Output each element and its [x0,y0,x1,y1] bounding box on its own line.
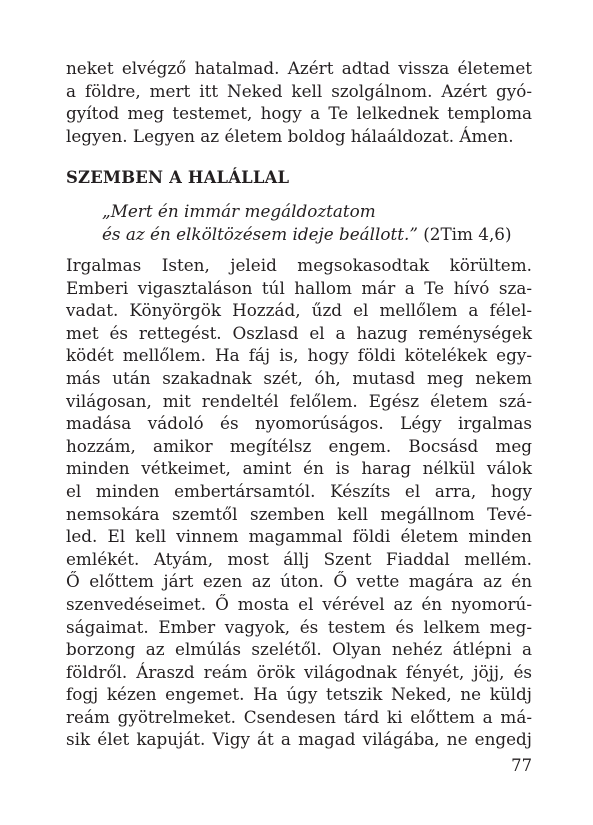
section-heading: SZEMBEN A HALÁLLAL [66,168,290,187]
text-line: más után szakadnak szét, óh, mutasd meg nekem [66,367,532,388]
quote-line: és az én elköltözésem ideje beállott.” [102,223,418,244]
text-line: ságaimat. Ember vagyok, és testem és lelkem meg- [66,616,532,637]
scripture-quote [102,200,512,245]
text-line: ködét mellőlem. Ha fáj is, hogy földi kötelékek egy- [66,345,532,366]
quote-line: „Mert én immár megáldoztatom [102,201,376,221]
text-line: el minden embertársamtól. Készíts el arra, hogy [66,480,532,501]
text-line: a földre, mert itt Neked kell szolgálnom. Azért gyó- [66,80,532,101]
text-line: Ő előttem járt ezen az úton. Ő vette magára az én [66,571,532,592]
page-number: 77 [511,756,532,775]
text-line: világosan, mit rendeltél felőlem. Egész életem szá- [66,390,532,411]
text-line: szenvedéseimet. Ő mosta el vérével az én nyomorú- [66,593,532,614]
text-line: legyen. Legyen az életem boldog hálaáldozat. Ámen. [66,125,514,146]
text-line: földről. Áraszd reám örök világodnak fényét, jöjj, és [66,661,532,682]
text-line: neket elvégző hatalmad. Azért adtad vissza életemet [66,58,532,78]
text-line: minden vétkeimet, amint én is harag nélkül válok [66,458,532,479]
text-line: madása vádoló és nyomorúságos. Légy irgalmas [66,413,532,434]
text-line: emlékét. Atyám, most állj Szent Fiaddal mellém. [66,548,532,569]
text-line: met és rettegést. Oszlasd el a hazug reménységek [66,322,532,343]
text-line: gyítod meg testemet, hogy a Te lelkednek temploma [66,103,532,124]
text-line: Emberi vigasztaláson túl hallom már a Te hívó sza- [66,277,532,298]
text-line: fogj kézen engemet. Ha úgy tetszik Neked, ne küldj [66,684,532,705]
intro-paragraph [66,57,532,147]
prayer-paragraph [66,254,532,751]
text-line: reám gyötrelmeket. Csendesen tárd ki előttem a má- [66,706,532,727]
text-line: vadat. Könyörgök Hozzád, űzd el mellőlem a félel- [66,300,532,321]
text-line: sik élet kapuját. Vigy át a magad világába, ne engedj [66,729,532,750]
text-line: led. El kell vinnem magammal földi életem minden [66,526,532,547]
text-line: hozzám, amikor megítélsz engem. Bocsásd meg [66,435,532,456]
text-line: borzong az elmúlás szelétől. Olyan nehéz átlépni a [66,639,532,660]
quote-reference: (2Tim 4,6) [417,223,512,244]
text-line: nemsokára szemtől szemben kell megállnom Tevé- [66,503,532,524]
text-line: Irgalmas Isten, jeleid megsokasodtak körültem. [66,255,532,275]
